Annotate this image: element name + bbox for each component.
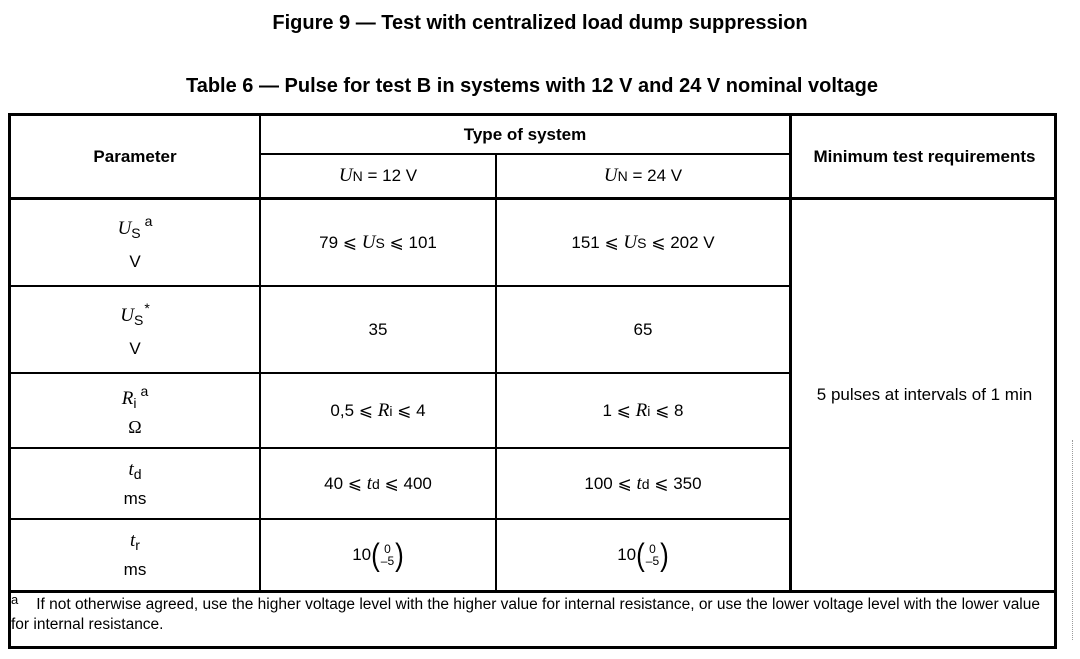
param-unit: Ω bbox=[128, 417, 142, 437]
open-paren: ( bbox=[371, 536, 380, 573]
header-type-of-system: Type of system bbox=[463, 124, 587, 144]
pulse-table bbox=[8, 113, 1057, 649]
value-subscript: S bbox=[637, 234, 647, 251]
parameter-tr bbox=[11, 520, 259, 590]
footnote-text: If not otherwise agreed, use the higher voltage level with the higher value for internal resistance, or use the lower voltage level with the lower value for internal resistance. bbox=[11, 596, 1040, 633]
un-value: = 12 V bbox=[362, 166, 418, 185]
value-symbol: R bbox=[635, 399, 648, 421]
param-symbol: U bbox=[120, 305, 134, 327]
value-prefix: 1 ⩽ bbox=[602, 400, 636, 420]
value-symbol: U bbox=[623, 231, 638, 253]
value-tr-12v bbox=[261, 520, 495, 590]
value-subscript: d bbox=[641, 475, 650, 492]
value-subscript: S bbox=[375, 234, 385, 251]
parameter-ri bbox=[11, 374, 259, 447]
header-un-12v bbox=[261, 155, 495, 197]
tolerance-upper: 0 bbox=[384, 542, 391, 556]
figure-caption: Figure 9 — Test with centralized load dump suppression bbox=[272, 12, 808, 34]
header-parameter: Parameter bbox=[93, 146, 177, 166]
value-tr-24v bbox=[497, 520, 789, 590]
un-subscript: N bbox=[617, 168, 628, 184]
footnote-ref: a bbox=[140, 383, 149, 399]
value-symbol: R bbox=[377, 399, 390, 421]
tolerance-lower: –5 bbox=[380, 554, 395, 568]
page-edge-artifact bbox=[1072, 440, 1079, 640]
header-minimum-test-requirements: Minimum test requirements bbox=[813, 146, 1036, 166]
param-subscript: i bbox=[133, 395, 137, 411]
table-footnote bbox=[11, 590, 1051, 635]
tolerance bbox=[381, 543, 394, 567]
param-unit: V bbox=[129, 338, 141, 358]
requirement-cell: 5 pulses at intervals of 1 min bbox=[816, 385, 1033, 404]
parameter-us-star bbox=[11, 287, 259, 372]
footnote-ref: a bbox=[144, 213, 153, 230]
value-subscript: d bbox=[372, 475, 380, 492]
value-suffix: ⩽ 101 bbox=[384, 232, 437, 252]
value-suffix: ⩽ 8 bbox=[650, 400, 684, 420]
value-prefix: 100 ⩽ bbox=[584, 473, 637, 493]
param-subscript: d bbox=[133, 465, 142, 482]
tolerance bbox=[646, 543, 659, 567]
param-subscript: r bbox=[135, 536, 140, 553]
un-value: = 24 V bbox=[627, 166, 683, 185]
value-suffix: ⩽ 350 bbox=[649, 473, 702, 493]
table-title: Table 6 — Pulse for test B in systems with 12 V and 24 V nominal voltage bbox=[185, 75, 879, 97]
param-subscript: S bbox=[133, 312, 144, 329]
value-us-24v bbox=[497, 200, 789, 285]
value-us-star-12v: 35 bbox=[368, 319, 388, 339]
value-symbol: U bbox=[361, 231, 376, 253]
param-subscript: S bbox=[131, 225, 141, 242]
value-base: 10 bbox=[352, 545, 372, 564]
value-prefix: 79 ⩽ bbox=[319, 232, 362, 252]
value-td-12v bbox=[261, 449, 495, 518]
value-symbol: t bbox=[636, 472, 642, 494]
value-symbol: t bbox=[366, 472, 373, 494]
header-un-24v bbox=[497, 155, 789, 197]
value-suffix: ⩽ 4 bbox=[392, 400, 426, 420]
parameter-us bbox=[11, 200, 259, 285]
un-subscript: N bbox=[352, 168, 363, 184]
parameter-td bbox=[11, 449, 259, 518]
tolerance-lower: –5 bbox=[645, 554, 660, 568]
param-symbol: t bbox=[130, 529, 136, 551]
value-ri-12v bbox=[261, 374, 495, 447]
value-us-12v bbox=[261, 200, 495, 285]
value-base: 10 bbox=[617, 545, 637, 564]
param-unit: ms bbox=[123, 488, 147, 508]
value-prefix: 40 ⩽ bbox=[324, 473, 367, 493]
value-subscript: i bbox=[389, 402, 393, 419]
tolerance-upper: 0 bbox=[649, 542, 656, 556]
un-symbol: U bbox=[338, 165, 353, 186]
param-symbol: t bbox=[128, 458, 134, 480]
open-paren: ( bbox=[636, 536, 645, 573]
value-td-24v bbox=[497, 449, 789, 518]
asterisk-mark: * bbox=[144, 300, 150, 317]
value-subscript: i bbox=[647, 402, 651, 419]
value-prefix: 151 ⩽ bbox=[571, 232, 624, 252]
footnote-mark: a bbox=[11, 592, 19, 607]
value-prefix: 0,5 ⩽ bbox=[330, 400, 378, 420]
param-symbol: R bbox=[121, 388, 134, 409]
close-paren: ) bbox=[395, 536, 404, 573]
un-symbol: U bbox=[603, 165, 618, 186]
param-unit: V bbox=[129, 251, 141, 271]
value-us-star-24v: 65 bbox=[633, 319, 653, 339]
value-suffix: ⩽ 400 bbox=[379, 473, 432, 493]
value-ri-24v bbox=[497, 374, 789, 447]
param-unit: ms bbox=[123, 560, 147, 580]
param-symbol: U bbox=[117, 218, 132, 240]
value-suffix: ⩽ 202 V bbox=[646, 232, 715, 252]
close-paren: ) bbox=[660, 536, 669, 573]
